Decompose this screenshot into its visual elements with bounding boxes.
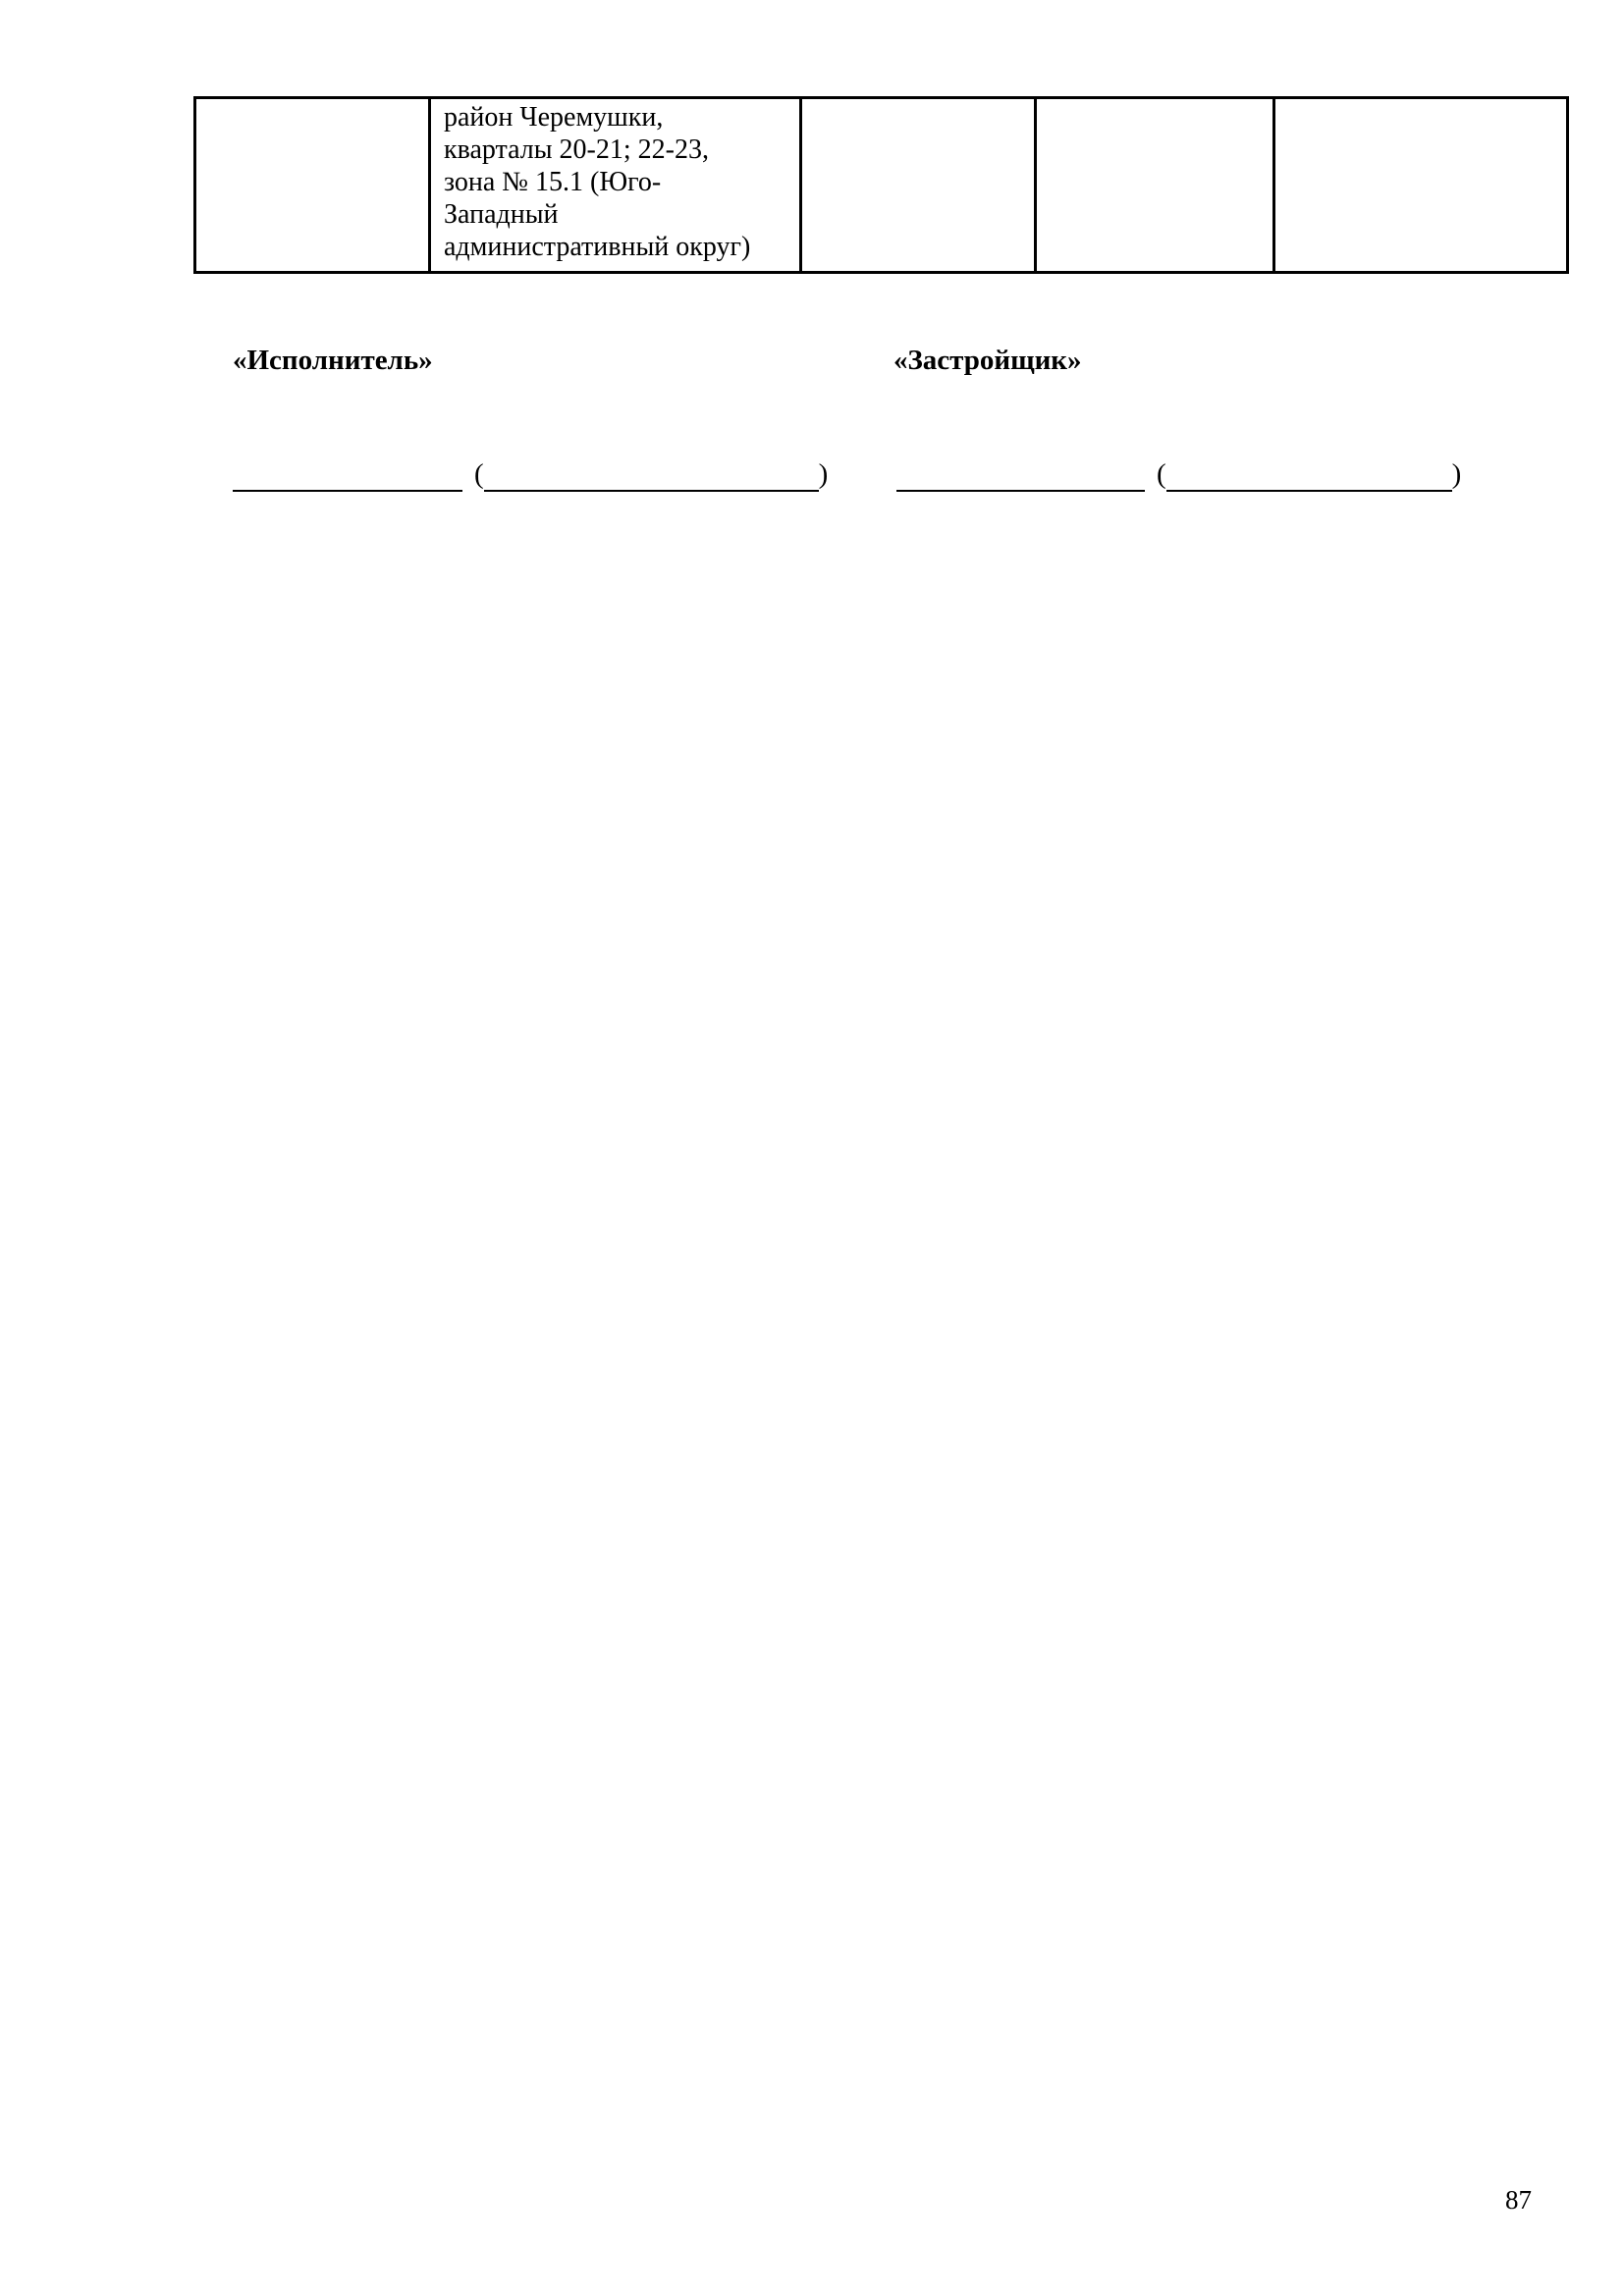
developer-label: «Застройщик» — [893, 345, 1082, 376]
table-cell-empty-3 — [801, 98, 1036, 273]
close-paren: ) — [818, 458, 829, 490]
open-paren: ( — [474, 458, 484, 490]
location-line: район Черемушки, — [444, 102, 664, 133]
location-line: административный округ) — [444, 232, 751, 262]
developer-signature-line — [896, 456, 1461, 492]
executor-signature-line — [233, 456, 828, 492]
location-line: кварталы 20-21; 22-23, — [444, 134, 709, 165]
location-text — [431, 99, 799, 263]
signature-blank — [233, 462, 462, 492]
name-blank — [484, 462, 819, 492]
close-paren: ) — [1451, 458, 1462, 490]
signature-blank — [896, 462, 1145, 492]
executor-label: «Исполнитель» — [233, 345, 433, 376]
name-blank — [1166, 462, 1452, 492]
territory-table — [193, 96, 1569, 274]
location-line: зона № 15.1 (Юго- — [444, 167, 662, 197]
page-number: 87 — [1505, 2185, 1532, 2215]
table-row — [195, 98, 1568, 273]
table-cell-empty-5 — [1274, 98, 1568, 273]
table-cell-empty-1 — [195, 98, 430, 273]
table-cell-empty-4 — [1036, 98, 1274, 273]
location-line: Западный — [444, 199, 559, 230]
table-cell-location — [430, 98, 801, 273]
open-paren: ( — [1157, 458, 1166, 490]
